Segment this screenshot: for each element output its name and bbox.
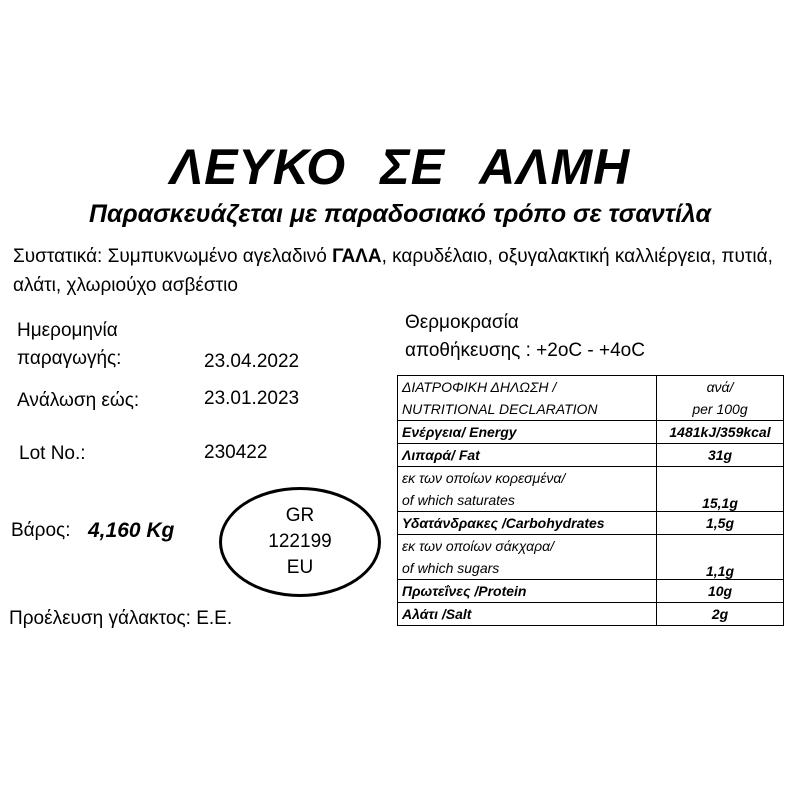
milk-origin: Προέλευση γάλακτος: Ε.Ε. bbox=[9, 608, 233, 629]
salt-label: Αλάτι /Salt bbox=[398, 603, 657, 626]
energy-label: Ενέργεια/ Energy bbox=[398, 421, 657, 444]
nutrition-table bbox=[397, 375, 784, 626]
sugars-english: of which sugars bbox=[402, 560, 500, 576]
carbs-label: Υδατάνδρακες /Carbohydrates bbox=[398, 512, 657, 535]
ingredients-prefix: Συστατικά: Συμπυκνωμένο αγελαδινό bbox=[13, 246, 333, 267]
nutrition-header bbox=[398, 376, 657, 421]
sugars-greek: εκ των οποίων σάκχαρα/ bbox=[402, 538, 555, 554]
nutrition-header-english: NUTRITIONAL DECLARATION bbox=[402, 401, 598, 417]
title-word-2: ΣΕ bbox=[380, 139, 446, 195]
table-row bbox=[398, 580, 784, 603]
saturates-label bbox=[398, 467, 657, 512]
weight-label: Βάρος: bbox=[11, 520, 71, 541]
title-word-1: ΛΕΥΚΟ bbox=[169, 139, 347, 195]
fat-label: Λιπαρά/ Fat bbox=[398, 444, 657, 467]
lot-number: 230422 bbox=[204, 442, 268, 463]
per-greek: ανά/ bbox=[706, 379, 734, 395]
energy-value: 1481kJ/359kcal bbox=[657, 421, 784, 444]
sugars-value: 1,1g bbox=[657, 535, 784, 580]
product-title bbox=[0, 138, 800, 196]
ingredients-suffix: , καρυδέλαιο, οξυγαλακτική καλλιέργεια, πυτιά, αλάτι, χλωριούχο ασβέστιο bbox=[13, 246, 773, 296]
production-label-line2: παραγωγής: bbox=[17, 348, 122, 369]
production-label-line1: Ημερομηνία bbox=[17, 320, 118, 341]
per-100g-header bbox=[657, 376, 784, 421]
saturates-english: of which saturates bbox=[402, 492, 515, 508]
storage-temperature: αποθήκευσης : +2oC - +4oC bbox=[405, 340, 645, 361]
allergen-highlight: ΓΑΛΑ bbox=[332, 246, 382, 267]
carbs-value: 1,5g bbox=[657, 512, 784, 535]
saturates-greek: εκ των οποίων κορεσμένα/ bbox=[402, 470, 566, 486]
expiry-label: Ανάλωση εώς: bbox=[17, 390, 140, 411]
storage-label: Θερμοκρασία bbox=[405, 312, 519, 333]
stamp-number: 122199 bbox=[268, 531, 332, 552]
product-subtitle: Παρασκευάζεται με παραδοσιακό τρόπο σε τσαντίλα bbox=[89, 200, 711, 228]
ingredients-text bbox=[13, 242, 773, 300]
lot-label: Lot No.: bbox=[19, 443, 86, 464]
table-row bbox=[398, 512, 784, 535]
per-english: per 100g bbox=[692, 401, 748, 417]
table-row bbox=[398, 421, 784, 444]
expiry-date: 23.01.2023 bbox=[204, 388, 300, 409]
title-word-3: ΑΛΜΗ bbox=[479, 139, 631, 195]
protein-value: 10g bbox=[657, 580, 784, 603]
weight-value: 4,160 Kg bbox=[88, 519, 175, 542]
stamp-country: GR bbox=[285, 505, 315, 526]
fat-value: 31g bbox=[657, 444, 784, 467]
sugars-label bbox=[398, 535, 657, 580]
saturates-value: 15,1g bbox=[657, 467, 784, 512]
production-date: 23.04.2022 bbox=[204, 351, 300, 372]
table-row bbox=[398, 467, 784, 512]
salt-value: 2g bbox=[657, 603, 784, 626]
nutrition-header-greek: ΔΙΑΤΡΟΦΙΚΗ ΔΗΛΩΣΗ / bbox=[402, 379, 557, 395]
table-row bbox=[398, 444, 784, 467]
table-row bbox=[398, 603, 784, 626]
nutrition-header-row bbox=[398, 376, 784, 421]
table-row bbox=[398, 535, 784, 580]
protein-label: Πρωτεΐνες /Protein bbox=[398, 580, 657, 603]
health-mark-stamp bbox=[219, 487, 381, 597]
stamp-eu: EU bbox=[286, 557, 314, 578]
